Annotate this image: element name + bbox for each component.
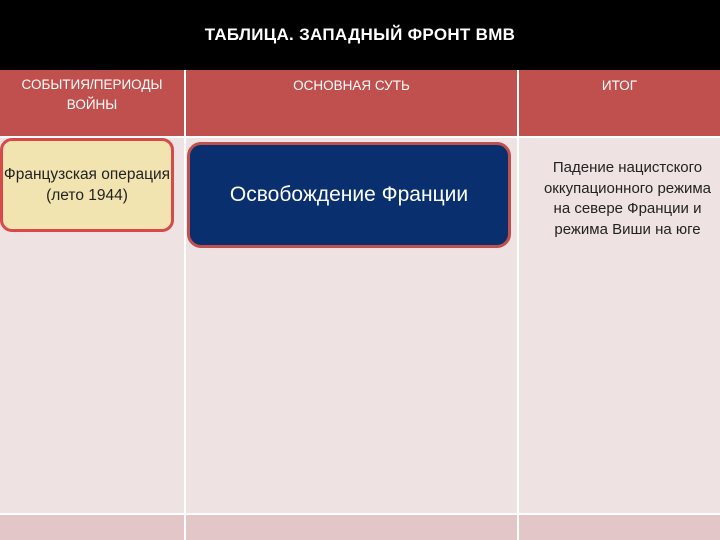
row2-essence-cell bbox=[186, 515, 517, 540]
header-result-label: ИТОГ bbox=[601, 78, 638, 93]
event-box bbox=[0, 138, 174, 232]
header-events-label: СОБЫТИЯ/ПЕРИОДЫ ВОЙНЫ bbox=[21, 77, 163, 112]
row2-events-cell bbox=[0, 515, 184, 540]
result-text: Падение нацистского оккупационного режима на севере Франции и режима Виши на юге bbox=[543, 159, 712, 238]
essence-text: Освобождение Франции bbox=[229, 183, 469, 206]
header-result bbox=[519, 70, 720, 136]
row2-result-cell bbox=[519, 515, 720, 540]
header-essence bbox=[186, 70, 517, 136]
header-events bbox=[0, 70, 184, 136]
header-essence-label: ОСНОВНАЯ СУТЬ bbox=[293, 78, 410, 93]
event-text: Французская операция (лето 1944) bbox=[3, 166, 171, 204]
slide-title: ТАБЛИЦА. ЗАПАДНЫЙ ФРОНТ ВМВ bbox=[0, 0, 720, 70]
essence-box bbox=[187, 142, 511, 248]
